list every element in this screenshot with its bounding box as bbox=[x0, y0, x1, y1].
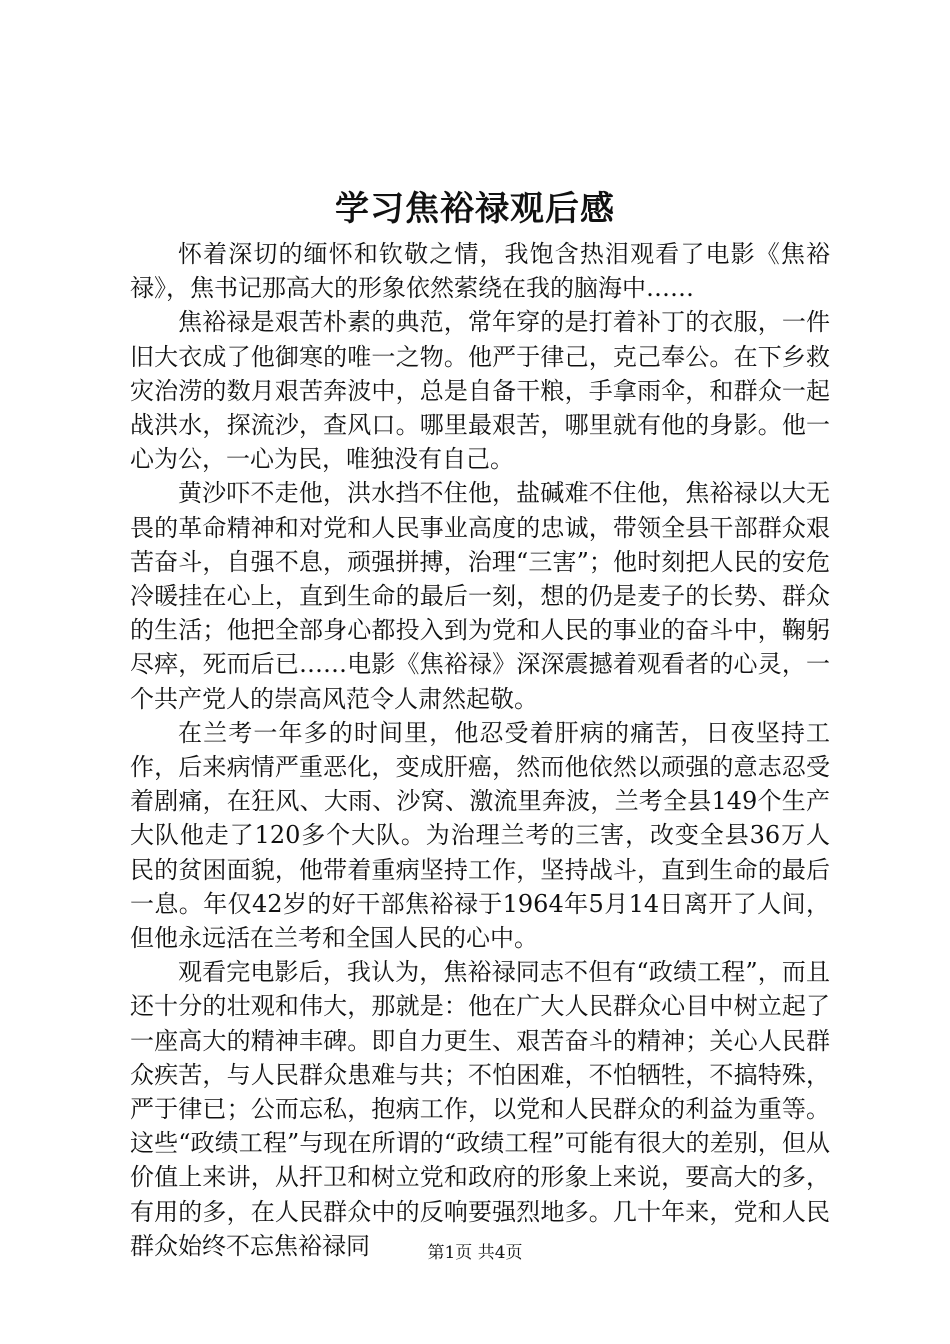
page-footer: 第1页 共4页 bbox=[427, 1243, 523, 1263]
paragraph-3: 黄沙吓不走他，洪水挡不住他，盐碱难不住他，焦裕禄以大无畏的革命精神和对党和人民事业高度的忠诚，带领全县干部群众艰苦奋斗，自强不息，顽强拼搏，治理“三害”；他时刻把人民的安危冷暖挂在心上，直到生命的最后一刻，想的仍是麦子的长势、群众的生活；他把全部身心都投入到为党和人民的事业的奋斗中，鞠躬尽瘁，死而后已……电影《焦裕禄》深深震撼着观看者的心灵，一个共产党人的崇高风范令人肃然起敬。 bbox=[130, 479, 830, 713]
paragraph-5: 观看完电影后，我认为，焦裕禄同志不但有“政绩工程”，而且还十分的壮观和伟大，那就是：他在广大人民群众心目中树立起了一座高大的精神丰碑。即自力更生、艰苦奋斗的精神；关心人民群众疾苦，与人民群众患难与共；不怕困难，不怕牺牲，不搞特殊，严于律已；公而忘私，抱病工作，以党和人民群众的利益为重等。这些“政绩工程”与现在所谓的“政绩工程”可能有很大的差别，但从价值上来讲，从扞卫和树立党和政府的形象上来说，要高大的多，有用的多，在人民群众中的反响要强烈地多。几十年来，党和人民群众始终不忘焦裕禄同 bbox=[130, 958, 830, 1260]
document-title: 学习焦裕禄观后感 bbox=[335, 189, 615, 229]
paragraph-4: 在兰考一年多的时间里，他忍受着肝病的痛苦，日夜坚持工作，后来病情严重恶化，变成肝癌，然而他依然以顽强的意志忍受着剧痛，在狂风、大雨、沙窝、激流里奔波，兰考全县149个生产大队他走了120多个大队。为治理兰考的三害，改变全县36万人民的贫困面貌，他带着重病坚持工作，坚持战斗，直到生命的最后一息。年仅42岁的好干部焦裕禄于1964年5月14日离开了人间，但他永远活在兰考和全国人民的心中。 bbox=[130, 718, 830, 953]
document-body bbox=[130, 237, 830, 1263]
paragraph-1: 怀着深切的缅怀和钦敬之情，我饱含热泪观看了电影《焦裕禄》，焦书记那高大的形象依然萦绕在我的脑海中…… bbox=[130, 240, 830, 303]
paragraph-2: 焦裕禄是艰苦朴素的典范，常年穿的是打着补丁的衣服，一件旧大衣成了他御寒的唯一之物。他严于律己，克己奉公。在下乡救灾治涝的数月艰苦奔波中，总是自备干粮，手拿雨伞，和群众一起战洪水，探流沙，查风口。哪里最艰苦，哪里就有他的身影。他一心为公，一心为民，唯独没有自己。 bbox=[130, 308, 830, 474]
